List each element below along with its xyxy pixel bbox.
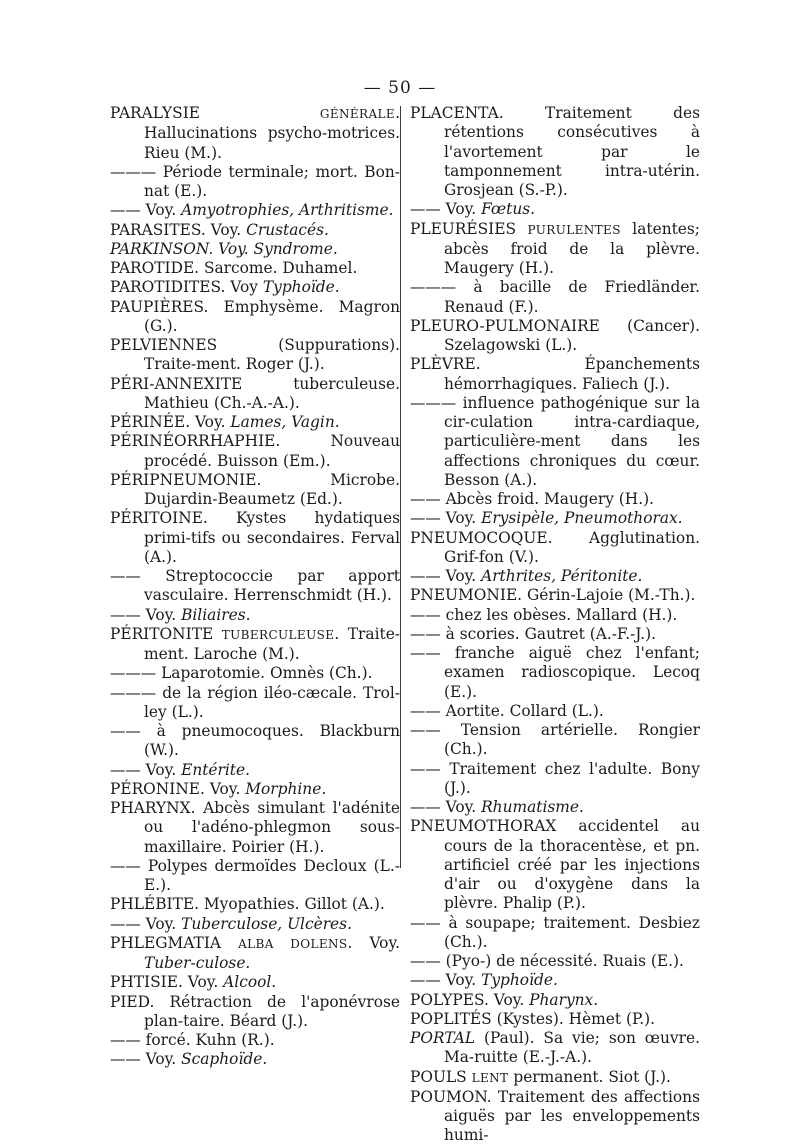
entry-text: Arthrites, Péritonite. xyxy=(481,567,643,585)
entry-text: —— Voy. xyxy=(410,200,482,219)
entry-text: TUBERCULEUSE xyxy=(221,627,335,642)
entry-text: PELVIENNES (Suppurations). Traite-ment. Roger (J.). xyxy=(110,336,400,374)
entry-text: PORTAL xyxy=(410,1029,476,1047)
entry-text: PLACENTA. Traitement des rétentions consécutives à l'avortement par le tamponnement intra-utérin. Grosjean (S.-P.). xyxy=(410,104,700,199)
entry-text: Tuber-culose. xyxy=(144,954,251,972)
index-entry xyxy=(110,259,400,278)
entry-text: —— Voy. xyxy=(410,798,482,816)
index-entry xyxy=(110,684,400,723)
entry-text: PÉRONINE. Voy. xyxy=(110,779,246,798)
entry-text: —— à pneumocoques. Blackburn (W.). xyxy=(110,722,400,760)
entry-text: PNEUMOTHORAX accidentel au cours de la thoracentèse, et pn. artificiel créé par les injections d'air ou d'oxygène dans la plèvre. Phalip (P.). xyxy=(410,817,700,913)
index-entry xyxy=(410,509,700,528)
entry-text: PLEURO-PULMONAIRE (Cancer). Szelagowski (L.). xyxy=(410,316,700,354)
entry-text: PHARYNX. Abcès simulant l'adénite ou l'adéno-phlegmon sous-maxillaire. Poirier (H.). xyxy=(110,799,400,856)
entry-text: PHLEGMATIA xyxy=(110,933,239,952)
index-entry xyxy=(110,413,400,432)
index-entry xyxy=(410,971,700,990)
entry-text: latentes; abcès froid de la plèvre. Maugery (H.). xyxy=(444,219,700,277)
index-entry xyxy=(110,780,400,799)
entry-text: Pharynx. xyxy=(529,990,599,1009)
entry-text: GÉNÉRALE xyxy=(319,107,396,121)
entry-text: PAUPIÈRES. Emphysème. Magron (G.). xyxy=(110,297,400,335)
index-entry xyxy=(410,200,700,219)
index-entry xyxy=(410,991,700,1010)
entry-text: Typhoïde. xyxy=(262,278,340,297)
entry-text: permanent. Siot (J.). xyxy=(508,1067,671,1086)
entry-text: PÉRI-ANNEXITE tuberculeuse. Mathieu (Ch.-A.-A.). xyxy=(110,374,400,412)
entry-text: Scaphoïde. xyxy=(181,1050,268,1069)
entry-text: Lames, Vagin. xyxy=(230,413,340,431)
entry-text: Biliaires. xyxy=(181,605,251,624)
entry-text: —— Abcès froid. Maugery (H.). xyxy=(410,490,655,508)
index-entry xyxy=(410,644,700,702)
index-entry xyxy=(410,914,700,953)
index-entry xyxy=(110,298,400,337)
entry-text: PÉRITONITE xyxy=(110,624,222,643)
index-entry xyxy=(110,221,400,240)
index-entry xyxy=(410,1088,700,1146)
index-entry xyxy=(410,104,700,200)
index-entry xyxy=(410,317,700,356)
index-entry xyxy=(410,702,700,721)
index-entry xyxy=(110,432,400,471)
index-entry xyxy=(110,799,400,857)
entry-text: Tuberculose, Ulcères. xyxy=(181,914,352,933)
entry-text: PURULENTES xyxy=(527,222,621,237)
entry-text: —— Voy. xyxy=(110,1050,182,1069)
entry-text: PNEUMONIE. Gérin-Lajoie (M.-Th.). xyxy=(410,586,696,605)
entry-text: PÉRINÉORRHAPHIE. Nouveau procédé. Buisson (Em.). xyxy=(110,432,400,470)
index-entry xyxy=(110,1031,400,1050)
entry-text: PLEURÉSIES xyxy=(410,219,528,238)
entry-text: PARALYSIE xyxy=(110,104,320,122)
index-entry xyxy=(110,1050,400,1069)
index-entry xyxy=(410,952,700,971)
entry-text: Typhoïde. xyxy=(481,971,558,990)
index-entry xyxy=(110,857,400,896)
index-entry xyxy=(410,220,700,279)
entry-text: —— franche aiguë chez l'enfant; examen radioscopique. Lecoq (E.). xyxy=(410,644,700,701)
entry-text: —— Voy. xyxy=(410,509,482,528)
entry-text: PAROTIDITES. Voy xyxy=(110,278,263,297)
entry-text: ALBA DOLENS xyxy=(238,936,348,951)
index-entry xyxy=(110,240,400,259)
entry-text: PLÈVRE. Épanchements hémorrhagiques. Faliech (J.). xyxy=(410,355,700,393)
entry-text: PÉRITOINE. Kystes hydatiques primi-tifs ou secondaires. Ferval (A.). xyxy=(110,509,400,566)
entry-text: —— Voy. xyxy=(410,971,482,990)
index-entry xyxy=(410,586,700,605)
index-entry xyxy=(410,490,700,509)
right-column xyxy=(410,104,700,1146)
entry-text: —— chez les obèses. Mallard (H.). xyxy=(410,605,678,624)
index-entry xyxy=(410,721,700,760)
entry-text: Fœtus. xyxy=(481,200,536,219)
left-column xyxy=(110,104,400,1070)
entry-text: PHTISIE. Voy. xyxy=(110,973,224,992)
entry-text: Crustacés. xyxy=(246,220,329,239)
entry-text: —— Voy. xyxy=(110,201,182,220)
index-entry xyxy=(410,798,700,817)
entry-text: —— Voy. xyxy=(110,760,182,779)
entry-text: PHLÉBITE. Myopathies. Gillot (A.). xyxy=(110,895,385,914)
entry-text: (Paul). Sa vie; son œuvre. Ma-ruitte (E.-J.-A.). xyxy=(444,1029,700,1067)
entry-text: PÉRINÉE. Voy. xyxy=(110,413,231,431)
entry-text: —— forcé. Kuhn (R.). xyxy=(110,1031,275,1049)
index-entry xyxy=(110,761,400,780)
index-entry xyxy=(110,664,400,683)
entry-text: PARASITES. Voy. xyxy=(110,220,247,239)
index-entry xyxy=(110,606,400,625)
index-entry xyxy=(110,934,400,974)
index-entry xyxy=(410,760,700,799)
index-entry xyxy=(410,355,700,394)
entry-text: —— Voy. xyxy=(110,914,182,933)
index-entry xyxy=(110,375,400,414)
entry-text: PIED. Rétraction de l'aponévrose plan-taire. Béard (J.). xyxy=(110,992,400,1030)
index-entry xyxy=(110,163,400,202)
entry-text: Alcool. xyxy=(223,973,277,992)
entry-text: Erysipèle, Pneumothorax. xyxy=(481,509,683,528)
entry-text: ——— à bacille de Friedländer. Renaud (F.). xyxy=(410,278,700,316)
entry-text: —— Traitement chez l'adulte. Bony (J.). xyxy=(410,759,700,797)
entry-text: PNEUMOCOQUE. Agglutination. Grif-fon (V.). xyxy=(410,528,700,566)
entry-text: . Hallucinations psycho-motrices. Rieu (M.). xyxy=(144,104,400,162)
index-entry xyxy=(410,606,700,625)
entry-text: —— Polypes dermoïdes Decloux (L.-E.). xyxy=(110,856,400,894)
index-entry xyxy=(410,1010,700,1029)
entry-text: ——— Laparotomie. Omnès (Ch.). xyxy=(110,664,373,683)
entry-text: POUMON. Traitement des affections aiguës par les enveloppements humi- xyxy=(410,1087,700,1145)
entry-text: —— Streptococcie par apport vasculaire. Herrenschmidt (H.). xyxy=(110,567,400,605)
entry-text: Amyotrophies, Arthritisme. xyxy=(181,201,394,220)
entry-text: —— Tension artérielle. Rongier (Ch.). xyxy=(410,721,700,759)
index-entry xyxy=(110,993,400,1032)
entry-text: —— à soupape; traitement. Desbiez (Ch.). xyxy=(410,913,700,951)
entry-text: Morphine. xyxy=(245,779,327,798)
entry-text: —— Voy. xyxy=(110,605,182,624)
index-entry xyxy=(110,104,400,163)
entry-text: Rhumatisme. xyxy=(481,798,584,816)
entry-text: ——— Période terminale; mort. Bon-nat (E.). xyxy=(110,162,400,200)
index-entry xyxy=(410,567,700,586)
index-entry xyxy=(410,394,700,490)
entry-text: —— Aortite. Collard (L.). xyxy=(410,701,604,720)
index-entry xyxy=(110,278,400,297)
entry-text: PAROTIDE. Sarcome. Duhamel. xyxy=(110,259,358,277)
index-entry xyxy=(110,509,400,567)
index-entry xyxy=(110,973,400,992)
entry-text: . Traite-ment. Laroche (M.). xyxy=(144,624,400,663)
entry-text: ——— de la région iléo-cæcale. Trol-ley (L.). xyxy=(110,683,400,721)
index-entry xyxy=(410,817,700,913)
entry-text: LENT xyxy=(471,1070,509,1085)
entry-text: —— Voy. xyxy=(410,567,482,585)
entry-text: POLYPES. Voy. xyxy=(410,990,530,1009)
index-entry xyxy=(410,625,700,644)
index-entry xyxy=(410,1029,700,1068)
entry-text: —— (Pyo-) de nécessité. Ruais (E.). xyxy=(410,952,684,970)
index-entry xyxy=(110,471,400,510)
entry-text: ——— influence pathogénique sur la cir-culation intra-cardiaque, particulière-ment dans les affections chroniques du cœur. Besson (A.). xyxy=(410,393,700,489)
index-entry xyxy=(110,722,400,761)
index-entry xyxy=(110,895,400,914)
index-entry xyxy=(110,915,400,934)
column-divider xyxy=(400,106,401,868)
page-number: — 50 — xyxy=(363,78,437,98)
entry-text: PÉRIPNEUMONIE. Microbe. Dujardin-Beaumetz (Ed.). xyxy=(110,470,400,508)
entry-text: POPLITÉS (Kystes). Hèmet (P.). xyxy=(410,1009,655,1028)
entry-text: Entérite. xyxy=(181,760,250,779)
entry-text: POULS xyxy=(410,1067,472,1086)
index-entry xyxy=(110,201,400,220)
entry-text: —— à scories. Gautret (A.-F.-J.). xyxy=(410,624,657,643)
entry-text: PARKINSON. Voy. xyxy=(110,239,254,258)
index-entry xyxy=(410,529,700,568)
index-entry xyxy=(410,278,700,317)
index-entry xyxy=(110,336,400,375)
entry-text: Syndrome. xyxy=(253,239,338,258)
index-entry xyxy=(110,625,400,665)
index-entry xyxy=(110,567,400,606)
entry-text: . Voy. xyxy=(347,933,400,952)
index-entry xyxy=(410,1068,700,1088)
